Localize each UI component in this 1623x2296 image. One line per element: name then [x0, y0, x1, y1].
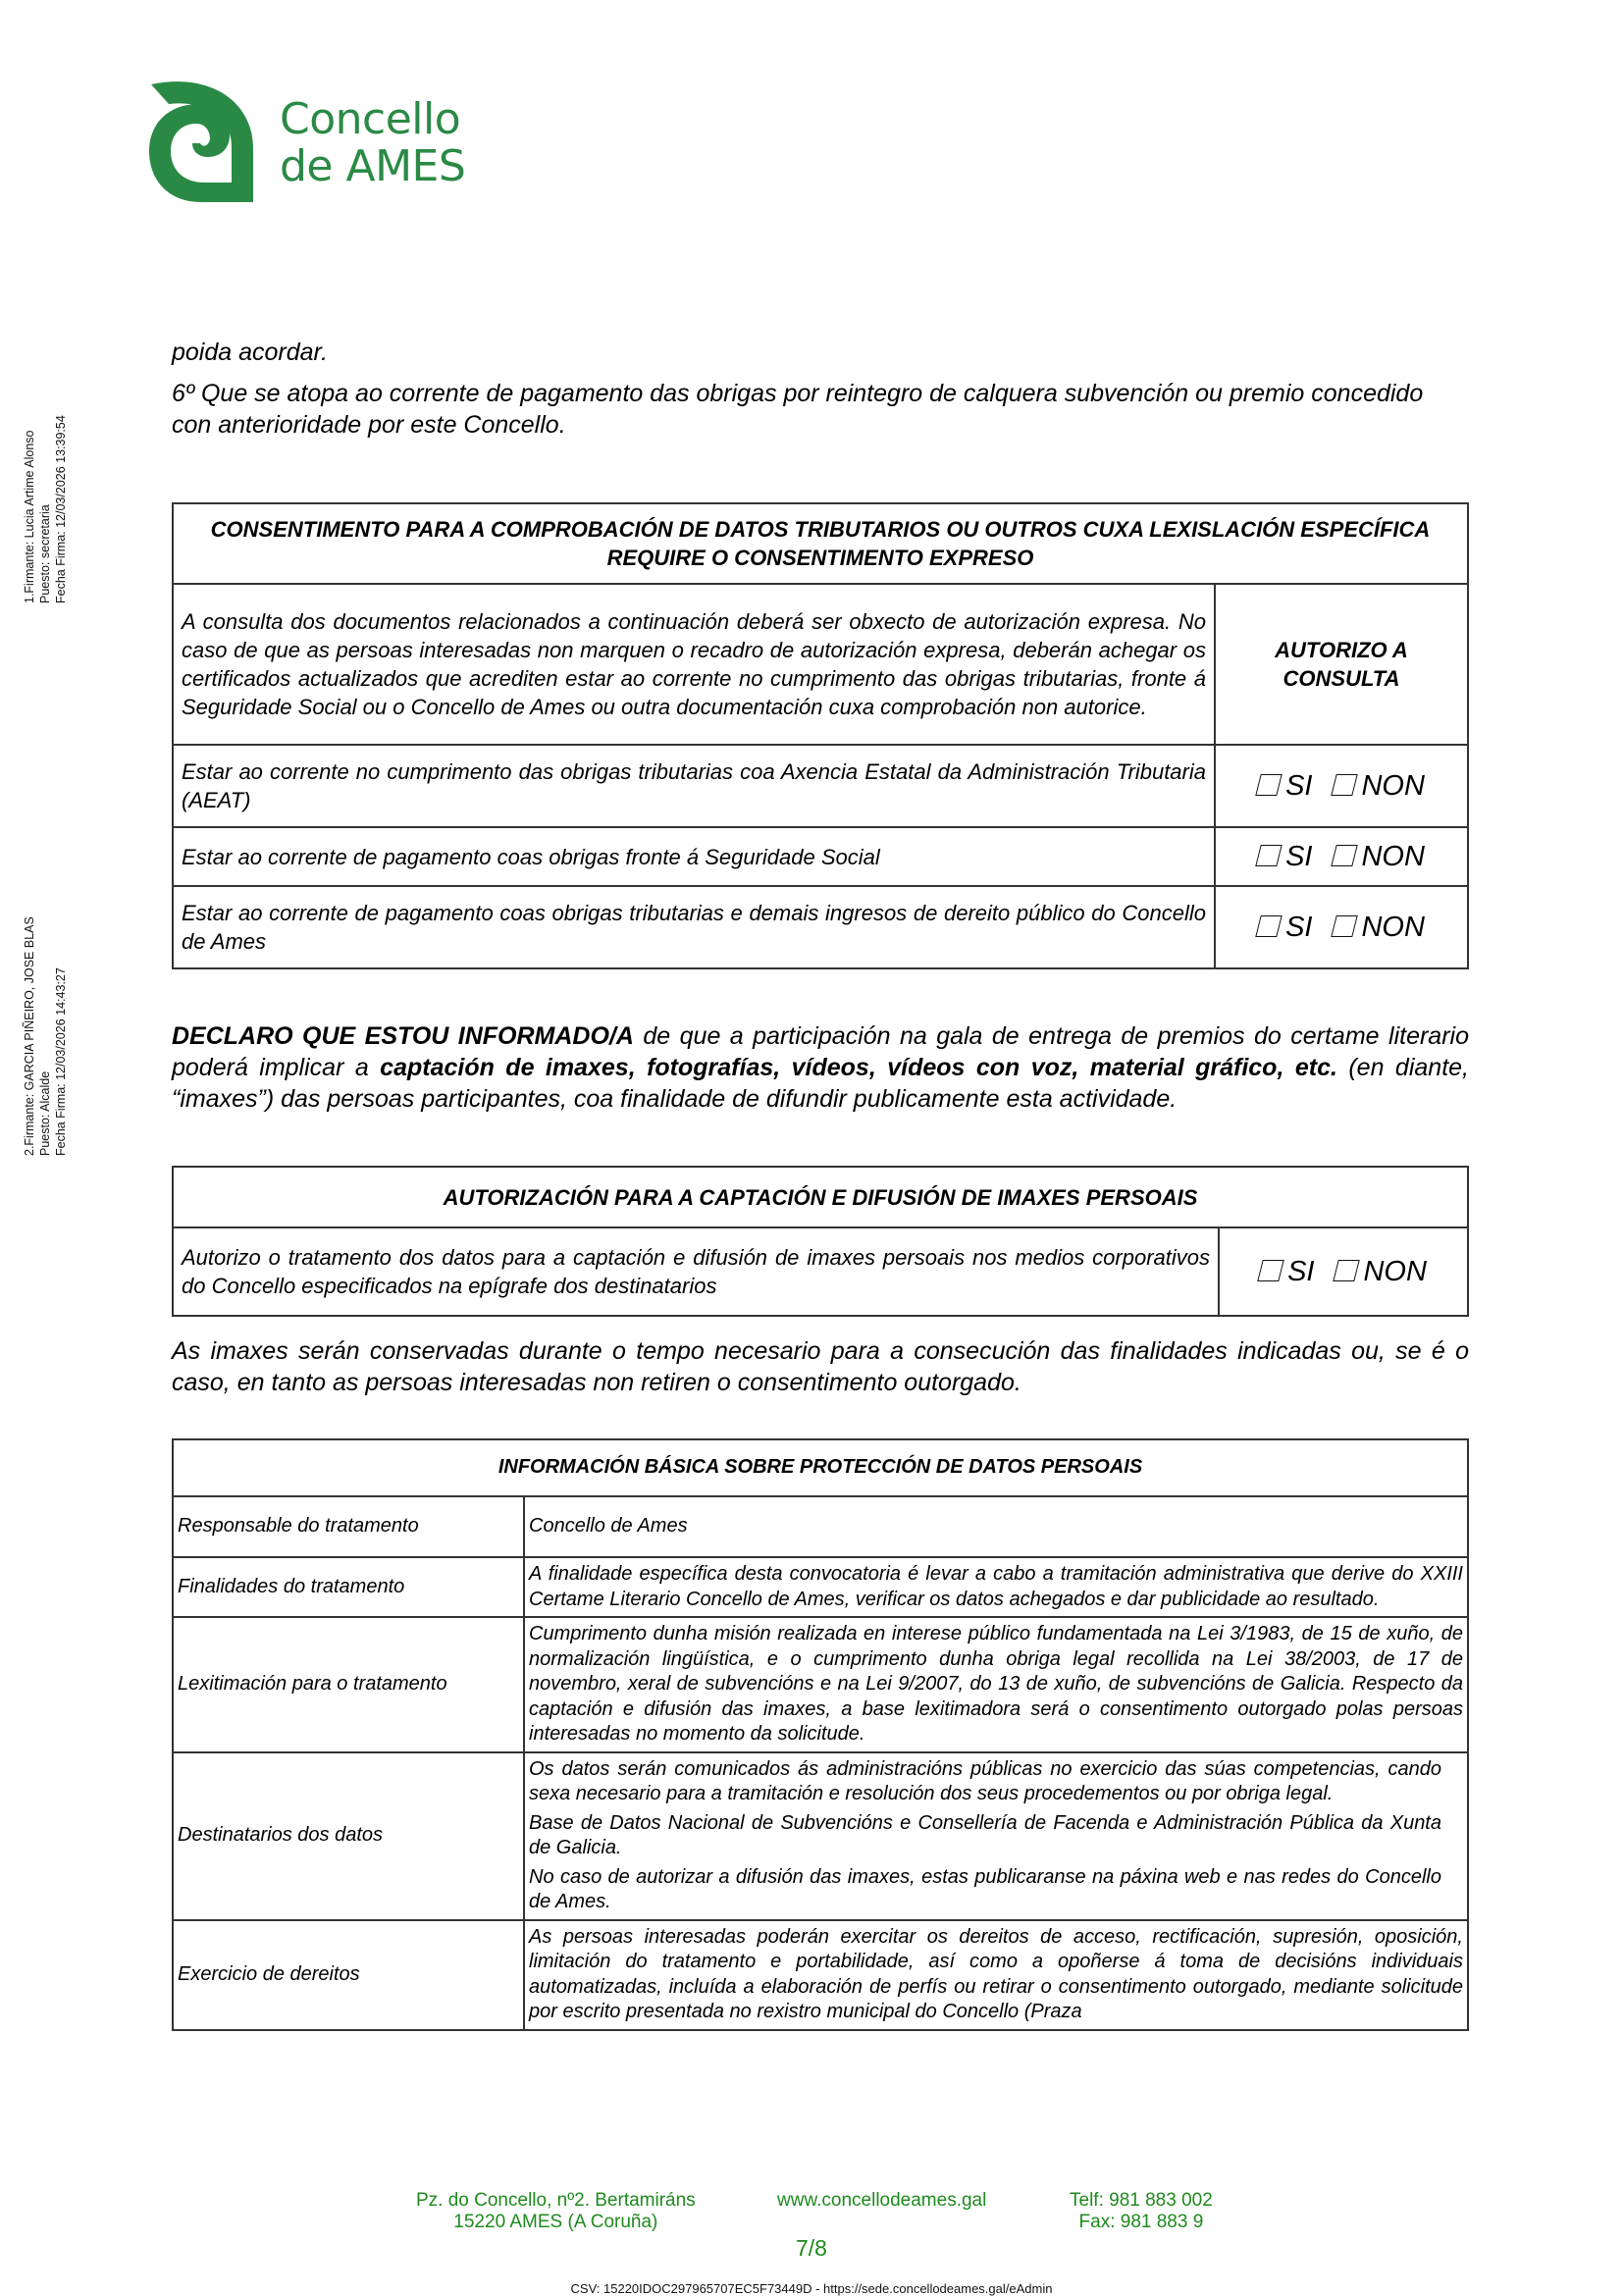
footer-address-line-1: Pz. do Concello, nº2. Bertamiráns: [416, 2190, 696, 2211]
row-value: [524, 1557, 1468, 1617]
si-checkbox[interactable]: [1257, 1260, 1283, 1281]
logo-text: [280, 96, 465, 190]
consent-row-options: [1215, 827, 1468, 886]
non-checkbox[interactable]: [1334, 1260, 1360, 1281]
image-authorization-options: [1219, 1227, 1468, 1316]
image-authorization-text: Autorizo o tratamento dos datos para a captación e difusión de imaxes persoais nos medios corporativos do Concello especificados na epígrafe dos destinatarios: [173, 1227, 1219, 1316]
row-label: Destinatarios dos datos: [173, 1752, 524, 1920]
si-label: SI: [1287, 1255, 1315, 1287]
authorize-column-header: AUTORIZO A CONSULTA: [1215, 584, 1468, 745]
row-label: Exercicio de dereitos: [173, 1920, 524, 2030]
intro-line-2: 6º Que se atopa ao corrente de pagamento das obrigas por reintegro de calquera subvención ou premio concedido con anterioridade por este Concello.: [172, 380, 1424, 439]
consent-description: A consulta dos documentos relacionados a continuación deberá ser obxecto de autorización expresa. No caso de que as persoas interesadas non marquen o recadro de autorización expresa, deberán achegar os certificados actualizados que acrediten estar ao corrente no cumprimento das obrigas tributarias, fronte á Seguridade Social ou o Concello de Ames ou outra documentación cuxa comprobación non autorice.: [173, 584, 1215, 745]
csv-verification-code: CSV: 15220IDOC297965707EC5F73449D - https://sede.concellodeames.gal/eAdmin: [570, 2281, 1053, 2296]
non-checkbox[interactable]: [1332, 845, 1358, 866]
row-value: [524, 1920, 1468, 2030]
signature-date: Fecha Firma: 12/03/2026 13:39:54: [54, 415, 68, 603]
signature-stamp-1: [22, 415, 69, 603]
declaration-text: [172, 1020, 1469, 1115]
row-paragraph: Os datos serán comunicados ás administracións públicas no exercicio das súas competencias, cando sexa necesario para a tramitación e resolución dos seus procedementos ou por obriga legal.: [529, 1757, 1441, 1804]
row-paragraph: A finalidade específica desta convocatoria é levar a cabo a tramitación administrativa que derive do XXIII Certame Literario Concello de Ames, verificar os datos achegados e dar publicidade ao resultado.: [529, 1563, 1463, 1610]
footer-fax: Fax: 981 883 9: [1078, 2212, 1204, 2232]
concello-logo: [147, 78, 481, 206]
row-label: Finalidades do tratamento: [173, 1557, 524, 1617]
logo-line-1: Concello: [280, 94, 461, 144]
consent-table-title: CONSENTIMENTO PARA A COMPROBACIÓN DE DATOS TRIBUTARIOS OU OUTROS CUXA LEXISLACIÓN ESPECÍFICA REQUIRE O CONSENTIMENTO EXPRESO: [173, 503, 1468, 584]
signer-name: 1.Firmante: Lucia Artime Alonso: [23, 430, 36, 603]
si-label: SI: [1285, 769, 1313, 802]
row-value: [524, 1617, 1468, 1752]
data-protection-table: [172, 1438, 1469, 2031]
signer-name: 2.Firmante: GARCIA PIÑEIRO, JOSE BLAS: [23, 916, 36, 1156]
non-label: NON: [1361, 769, 1425, 802]
declaration-bold-media: captación de imaxes, fotografías, vídeos, vídeos con voz, material gráfico, etc.: [380, 1054, 1337, 1081]
row-paragraph: As persoas interesadas poderán exercitar os dereitos de acceso, rectificación, supresión, oposición, limitación do tratamento e portabilidade, así como a opoñerse á toma de decisións individuais automatizadas, incluída a elaboración de perfís ou retirar o consentimento outorgado, mediante solicitude por escrito presentada no rexistro municipal do Concello (Praza: [529, 1925, 1463, 2022]
non-checkbox[interactable]: [1332, 915, 1358, 937]
row-paragraph: Base de Datos Nacional de Subvencións e Consellería de Facenda e Administración Pública da Xunta de Galicia.: [529, 1811, 1441, 1858]
non-label: NON: [1363, 1255, 1427, 1287]
retention-text: As imaxes serán conservadas durante o tempo necesario para a consecución das finalidades indicadas ou, se é o caso, en tanto as persoas interesadas non retiren o consentimento outorgado.: [172, 1337, 1469, 1396]
retention-section: [172, 1335, 1469, 1398]
intro-line-1: poida acordar.: [172, 339, 328, 366]
footer-website[interactable]: www.concellodeames.gal: [777, 2190, 987, 2211]
footer-address: [416, 2190, 696, 2233]
consent-table: [172, 502, 1469, 969]
footer-phone: Telf: 981 883 002: [1070, 2190, 1213, 2211]
non-label: NON: [1361, 911, 1425, 943]
consent-row-options: [1215, 886, 1468, 968]
intro-section: [172, 337, 1469, 441]
row-paragraph: Cumprimento dunha misión realizada en interese público fundamentada na Lei 3/1983, de 15 de xuño, de normalización lingüística, e o cumprimento dunha obriga legal recollida na Lei 38/2003, de 17 de novembro, xeral de subvencións e na Lei 9/2007, do 13 de xuño, de subvencións de Galicia. Respecto da captación e difusión das imaxes, a base lexitimadora será o consentimento outorgado polas persoas interesadas no momento da solicitude.: [529, 1623, 1463, 1745]
row-paragraph: Concello de Ames: [529, 1515, 688, 1538]
consent-row-text: Estar ao corrente no cumprimento das obrigas tributarias coa Axencia Estatal da Administración Tributaria (AEAT): [173, 745, 1215, 827]
consent-row-options: [1215, 745, 1468, 827]
footer-contact: [1070, 2190, 1213, 2233]
declaration-bold-lead: DECLARO QUE ESTOU INFORMADO/A: [172, 1022, 634, 1050]
non-checkbox[interactable]: [1332, 774, 1358, 796]
si-checkbox[interactable]: [1255, 845, 1282, 866]
si-checkbox[interactable]: [1255, 774, 1282, 796]
signature-date: Fecha Firma: 12/03/2026 14:43:27: [54, 967, 68, 1156]
declaration-text-1: de que a participación na gala de entrega de premios do certame literario poderá implicar a: [172, 1022, 1469, 1081]
declaration-section: [172, 1020, 1469, 1115]
footer-address-line-2: 15220 AMES (A Coruña): [453, 2212, 658, 2232]
page-number: 7/8: [796, 2235, 827, 2261]
row-paragraph: No caso de autorizar a difusión das imaxes, estas publicaranse na páxina web e nas redes do Concello de Ames.: [529, 1865, 1441, 1912]
row-value: [524, 1496, 1468, 1557]
consent-row-text: Estar ao corrente de pagamento coas obrigas fronte á Seguridade Social: [173, 827, 1215, 886]
row-value: [524, 1752, 1468, 1920]
declaration-text-2: (en diante, “imaxes”) das persoas participantes, coa finalidade de difundir publicamente esta actividade.: [172, 1054, 1469, 1113]
row-label: Lexitimación para o tratamento: [173, 1617, 524, 1752]
signer-position: Puesto: secretaria: [38, 504, 52, 603]
image-authorization-table: [172, 1166, 1469, 1317]
si-checkbox[interactable]: [1255, 915, 1282, 937]
si-label: SI: [1285, 840, 1313, 872]
logo-line-2: de AMES: [280, 141, 466, 191]
concello-ames-logo-icon: [147, 78, 255, 204]
signer-position: Puesto: Alcalde: [38, 1070, 52, 1156]
data-protection-title: INFORMACIÓN BÁSICA SOBRE PROTECCIÓN DE DATOS PERSOAIS: [173, 1439, 1468, 1496]
consent-row-text: Estar ao corrente de pagamento coas obrigas tributarias e demais ingresos de dereito público do Concello de Ames: [173, 886, 1215, 968]
row-label: Responsable do tratamento: [173, 1496, 524, 1557]
image-table-title: AUTORIZACIÓN PARA A CAPTACIÓN E DIFUSIÓN DE IMAXES PERSOAIS: [173, 1167, 1468, 1227]
signature-stamp-2: [22, 916, 69, 1156]
non-label: NON: [1361, 840, 1425, 872]
si-label: SI: [1285, 911, 1313, 943]
